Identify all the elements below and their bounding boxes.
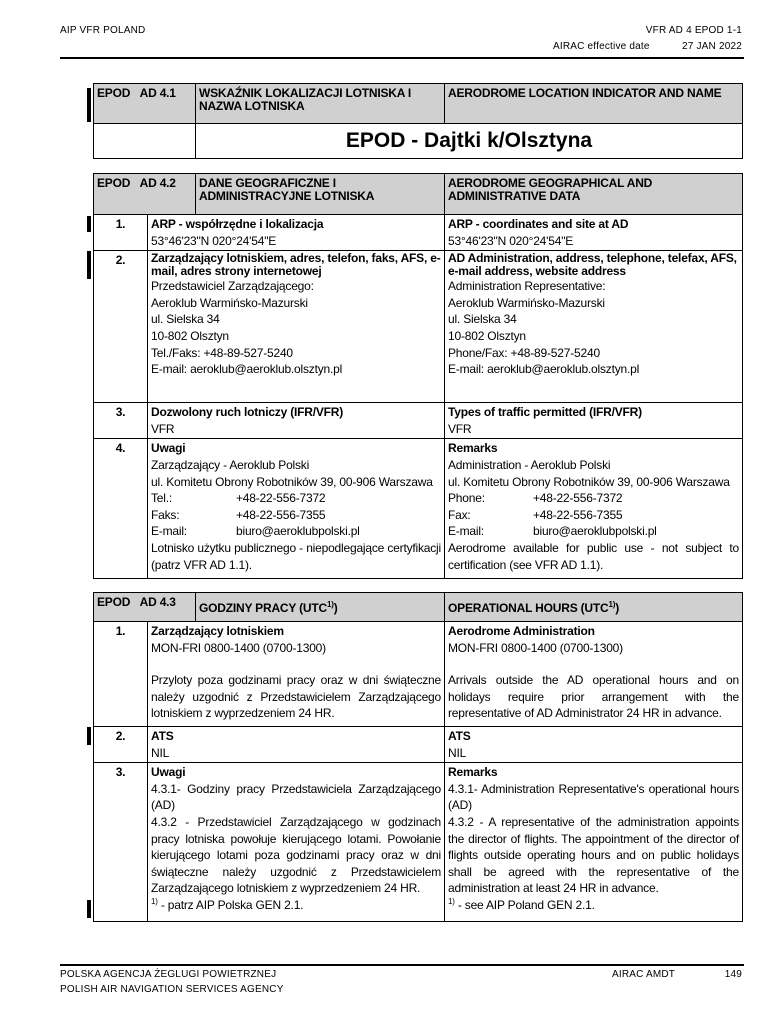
header-publication: AIP VFR POLAND	[60, 25, 146, 36]
section-4-2-en-title: AERODROME GEOGRAPHICAL AND ADMINISTRATIVE DATA	[445, 174, 743, 215]
row-pl-heading: ATS	[151, 729, 174, 743]
table-row: 2. Zarządzający lotniskiem, adres, telefon, faks, AFS, e-mail, adres strony internetowej Przedstawiciel Zarządzającego: Aeroklub Warmińsko-Mazurski ul. Sielska 34 10-802 Olsztyn Tel./Faks: +48-89-527-5240 E-mail: aeroklub@aeroklub.olsztyn.pl AD Administration, address, telephone, telefax, AFS, e-mail address, website address Administration Representative: Aeroklub Warmińsko-Mazurski ul. Sielska 34 10-802 Olsztyn Phone/Fax: +48-89-527-5240 E-mail: aeroklub@aeroklub.olsztyn.pl	[94, 251, 743, 403]
change-bar	[87, 251, 91, 279]
footer-agency-pl: POLSKA AGENCJA ŻEGLUGI POWIETRZNEJ	[60, 969, 277, 980]
table-row: 1. ARP - współrzędne i lokalizacja 53°46'23"N 020°24'54"E ARP - coordinates and site at AD 53°46'23"N 020°24'54"E	[94, 215, 743, 251]
section-4-2-pl-title: DANE GEOGRAFICZNE I ADMINISTRACYJNE LOTNISKA	[196, 174, 445, 215]
section-4-1-code: EPOD AD 4.1	[94, 84, 196, 124]
pl-certification-note: Lotnisko użytku publicznego - niepodlegające certyfikacji (patrz VFR AD 1.1).	[151, 540, 441, 572]
row-pl-heading: Uwagi	[151, 765, 186, 780]
table-row: 3. Uwagi 4.3.1- Godziny pracy Przedstawiciela Zarządzającego (AD) 4.3.2 - Przedstawiciel Zarządzającego w godzinach pracy lotniska powołuje kierującego lotami. Powołanie kierującego lotami poza godzinami pracy oraz w dni świąteczne należy uzgodnić z Przedstawicielem Zarządzającego lotniskiem z wyprzedzeniem 24 HR. $^{1)}$ - patrz AIP Polska GEN 2.1. Remarks 4.3.1- Administration Representative's operational hours (AD) 4.3.2 - A representative of the administration appoints the director of flights. The appointment of the director of flights outside operating hours and on public holidays shall be agreed with the representative of the administration at least 24 HR in advance. $^{1)}$ - see AIP Poland GEN 2.1.	[94, 763, 743, 922]
header-airac-label: AIRAC effective date	[553, 41, 650, 52]
row-en-heading: Aerodrome Administration	[448, 624, 595, 638]
row-en-heading: Types of traffic permitted (IFR/VFR)	[448, 405, 642, 420]
row-pl-heading: ARP - współrzędne i lokalizacja	[151, 217, 324, 231]
section-4-3-pl-title: GODZINY PRACY (UTC$^{1)}$)	[196, 593, 445, 622]
section-4-3-en-title: OPERATIONAL HOURS (UTC$^{1)}$)	[445, 593, 743, 622]
row-en-heading: ARP - coordinates and site at AD	[448, 217, 629, 231]
row-pl-heading: Dozwolony ruch lotniczy (IFR/VFR)	[151, 405, 344, 420]
footer-rule	[60, 964, 744, 966]
change-bar	[87, 216, 91, 232]
change-bar	[87, 88, 91, 122]
footer-amdt: AIRAC AMDT	[612, 969, 676, 980]
row-pl-heading: Uwagi	[151, 441, 186, 456]
en-certification-note: Aerodrome available for public use - not subject to certification (see VFR AD 1.1).	[448, 540, 739, 572]
en-hours: MON-FRI 0800-1400 (0700-1300)	[448, 640, 623, 655]
change-bar	[87, 900, 91, 918]
pl-email: E-mail: aeroklub@aeroklub.olsztyn.pl	[151, 362, 343, 377]
section-4-3-code: EPOD AD 4.3	[94, 593, 196, 622]
header-rule	[60, 57, 744, 59]
table-row: 3. Dozwolony ruch lotniczy (IFR/VFR) VFR Types of traffic permitted (IFR/VFR) VFR	[94, 403, 743, 439]
table-row: 2. ATS NIL ATS NIL	[94, 727, 743, 763]
table-row: 1. Zarządzający lotniskiem MON-FRI 0800-1400 (0700-1300) Przyloty poza godzinami pracy oraz w dni świąteczne należy uzgodnić z Przedstawicielem Zarządzającego lotniskiem z wyprzedzeniem 24 HR. Aerodrome Administration MON-FRI 0800-1400 (0700-1300) Arrivals outside the AD operational hours and on holidays require prior arrangement with the representative of AD Administrator 24 HR in advance.	[94, 622, 743, 727]
footer-agency-en: POLISH AIR NAVIGATION SERVICES AGENCY	[60, 984, 284, 995]
pl-arrivals-note: Przyloty poza godzinami pracy oraz w dni świąteczne należy uzgodnić z Przedstawicielem Zarządzającego lotniskiem z wyprzedzeniem 24 HR.	[151, 673, 441, 721]
arp-en-coords: 53°46'23"N 020°24'54"E	[448, 233, 574, 248]
row-en-heading: AD Administration, address, telephone, telefax, AFS, e-mail address, website address	[448, 251, 737, 279]
section-4-1-en-title: AERODROME LOCATION INDICATOR AND NAME	[445, 84, 743, 124]
pl-hours: MON-FRI 0800-1400 (0700-1300)	[151, 640, 326, 655]
header-page-ref: VFR AD 4 EPOD 1-1	[645, 25, 742, 36]
en-email: E-mail: aeroklub@aeroklub.olsztyn.pl	[448, 362, 640, 377]
section-4-3-table	[93, 592, 743, 922]
arp-pl-coords: 53°46'23"N 020°24'54"E	[151, 233, 277, 248]
aerodrome-name: EPOD - Dajtki k/Olsztyna	[196, 124, 743, 159]
change-bar	[87, 727, 91, 745]
row-en-heading: Remarks	[448, 765, 498, 780]
row-pl-heading: Zarządzający lotniskiem, adres, telefon, faks, AFS, e-mail, adres strony internetowej	[151, 251, 441, 279]
header-airac-date: 27 JAN 2022	[681, 41, 742, 52]
row-en-heading: ATS	[448, 729, 471, 743]
footer-page-number: 149	[724, 969, 742, 980]
en-arrivals-note: Arrivals outside the AD operational hours and on holidays require prior arrangement with the representative of AD Administrator 24 HR in advance.	[448, 673, 739, 721]
pl-footnote: $^{1)}$ - patrz AIP Polska GEN 2.1.	[151, 896, 304, 912]
section-4-1-pl-title: WSKAŹNIK LOKALIZACJI LOTNISKA I NAZWA LOTNISKA	[196, 84, 445, 124]
row-pl-heading: Zarządzający lotniskiem	[151, 624, 284, 638]
table-row: 4. Uwagi Zarządzający - Aeroklub Polski ul. Komitetu Obrony Robotników 39, 00-906 Warszawa Tel.: +48-22-556-7372 Faks: +48-22-556-7355 E-mail: biuro@aeroklubpolski.pl Lotnisko użytku publicznego - niepodlegające certyfikacji (patrz VFR AD 1.1). Remarks Administration - Aeroklub Polski ul. Komitetu Obrony Robotników 39, 00-906 Warszawa Phone: +48-22-556-7372 Fax: +48-22-556-7355 E-mail: biuro@aeroklubpolski.pl Aerodrome available for public use - not subject to certification (see VFR AD 1.1).	[94, 439, 743, 579]
en-footnote: $^{1)}$ - see AIP Poland GEN 2.1.	[448, 896, 595, 912]
row-en-heading: Remarks	[448, 441, 498, 456]
section-4-2-table	[93, 173, 743, 579]
section-4-1-table	[93, 83, 743, 159]
section-4-2-code: EPOD AD 4.2	[94, 174, 196, 215]
section-4-1-empty	[94, 124, 196, 159]
